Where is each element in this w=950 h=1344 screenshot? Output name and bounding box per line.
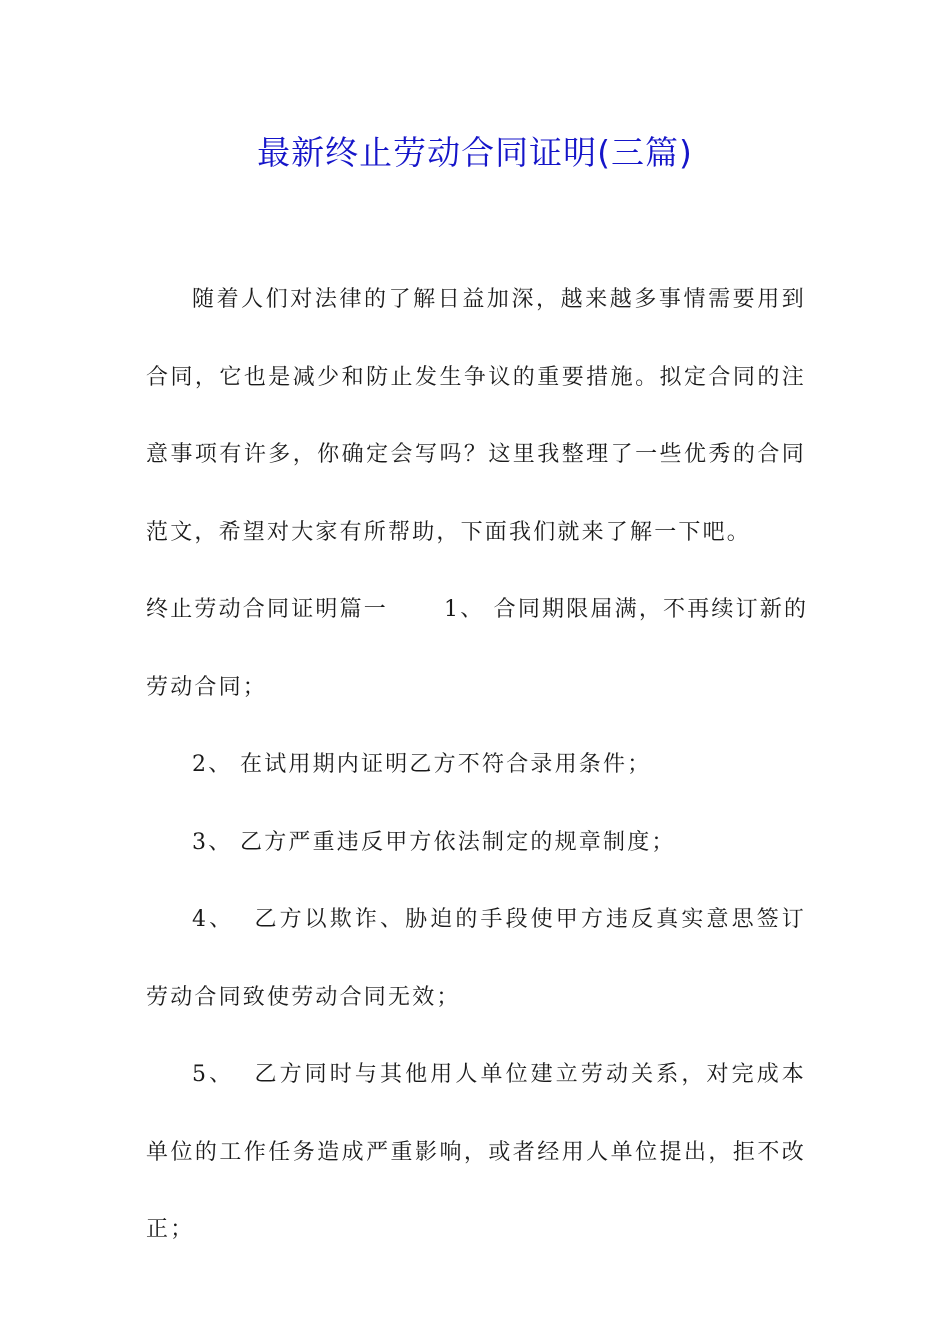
item-4-text: 乙方以欺诈、胁迫的手段使甲方违反真实意思签订劳动合同致使劳动合同无效； bbox=[146, 907, 807, 1010]
item-5-number: 5、 bbox=[192, 1062, 235, 1087]
item-2-text: 在试用期内证明乙方不符合录用条件； bbox=[240, 752, 652, 777]
document-body bbox=[146, 261, 809, 1269]
item-4-number: 4、 bbox=[192, 907, 235, 932]
item-1-text-first: 合同期限届满，不再续订新的 bbox=[493, 597, 809, 622]
document-title: 最新终止劳动合同证明(三篇) bbox=[257, 133, 693, 172]
list-item-5 bbox=[146, 1036, 806, 1269]
list-item-4 bbox=[146, 881, 806, 1036]
item-1-continuation: 劳动合同； bbox=[146, 674, 268, 700]
list-item-2 bbox=[146, 726, 806, 804]
item-3-text: 乙方严重违反甲方依法制定的规章制度； bbox=[240, 829, 676, 855]
section-heading: 终止劳动合同证明篇一 bbox=[146, 597, 389, 622]
item-1-number: 1、 bbox=[444, 597, 485, 622]
intro-paragraph: 随着人们对法律的了解日益加深，越来越多事情需要用到合同，它也是减少和防止发生争议的重要措施。拟定合同的注意事项有许多，你确定会写吗？这里我整理了一些优秀的合同范文，希望对大家有所帮助，下面我们就来了解一下吧。 bbox=[146, 287, 806, 545]
item-3-number: 3、 bbox=[192, 829, 233, 855]
item-2-number: 2、 bbox=[192, 752, 233, 777]
list-item-3 bbox=[146, 804, 806, 882]
item-5-text: 乙方同时与其他用人单位建立劳动关系，对完成本单位的工作任务造成严重影响，或者经用人单位提出，拒不改正； bbox=[146, 1062, 807, 1242]
section-heading-line bbox=[146, 571, 809, 649]
